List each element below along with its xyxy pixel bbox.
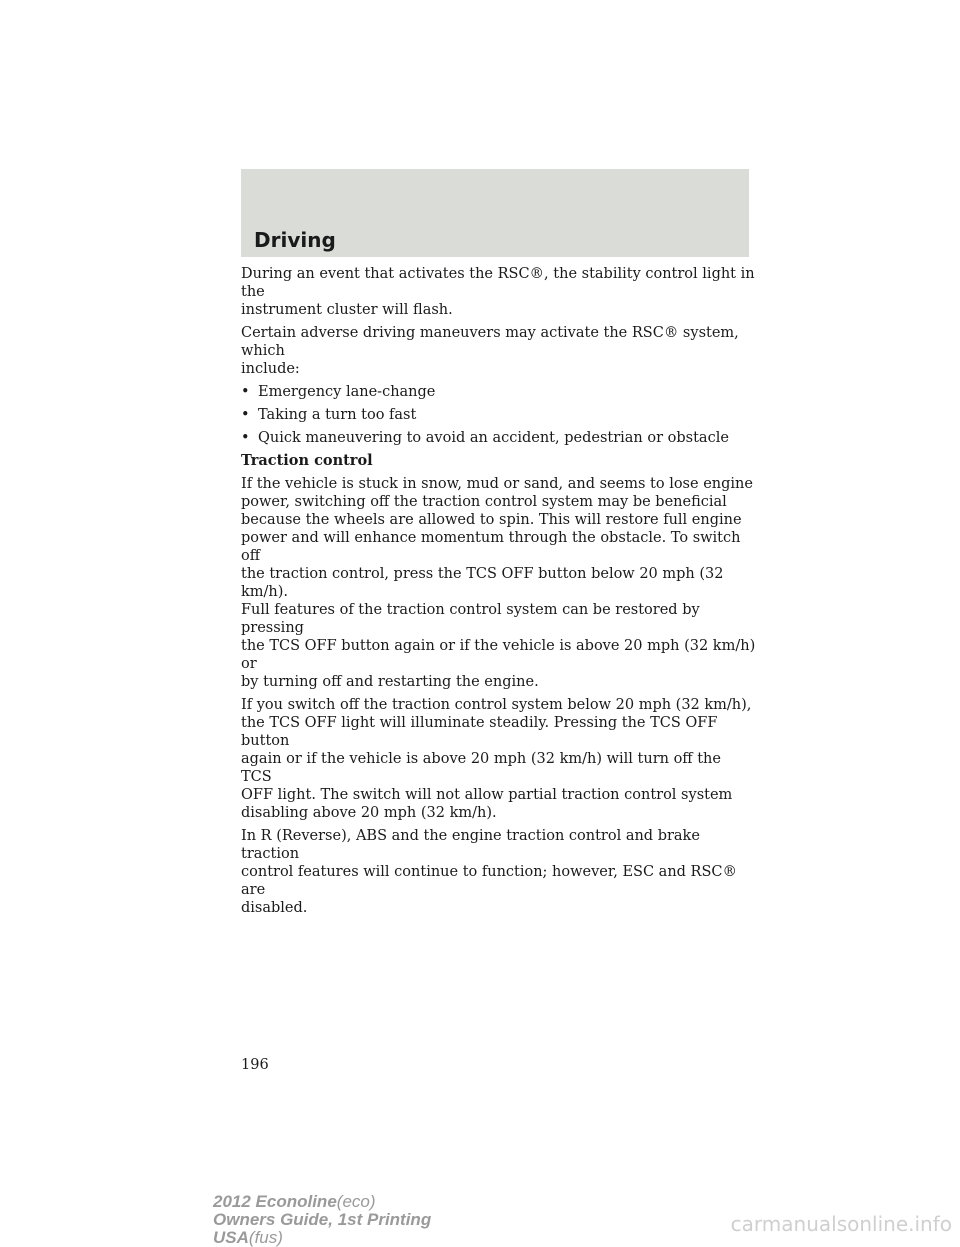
bullet-icon: • [241, 430, 250, 446]
list-item-text: Emergency lane-change [258, 384, 436, 400]
subheading-traction-control: Traction control [241, 452, 373, 469]
section-title: Driving [254, 228, 336, 252]
page-body [241, 265, 756, 922]
footer-model-code: (eco) [336, 1192, 376, 1211]
list-item [241, 429, 756, 447]
document-footer [213, 1193, 431, 1247]
list-item-text: Taking a turn too fast [258, 407, 417, 423]
paragraph-tcs-off-light: If you switch off the traction control system below 20 mph (32 km/h), the TCS OFF light will illuminate steadily. Pressing the TCS OFF button again or if the vehicle is above 20 mph (32 km/h) will turn off the TCS OFF light. The switch will not allow partial traction control system disabling above 20 mph (32 km/h). [241, 697, 752, 821]
footer-edition: Owners Guide, 1st Printing [213, 1210, 432, 1229]
footer-model: 2012 Econoline [213, 1192, 337, 1211]
paragraph-reverse: In R (Reverse), ABS and the engine traction control and brake traction control features will continue to function; however, ESC and RSC® are disabled. [241, 828, 737, 916]
paragraph-rsc-event: During an event that activates the RSC®, the stability control light in the instrument cluster will flash. [241, 266, 755, 318]
bullet-icon: • [241, 407, 250, 423]
footer-market-code: (fus) [248, 1228, 283, 1247]
paragraph-traction-stuck: If the vehicle is stuck in snow, mud or sand, and seems to lose engine power, switching off the traction control system may be beneficial because the wheels are allowed to spin. This will restore full engine power and will enhance momentum through the obstacle. To switch off the traction control, press the TCS OFF button below 20 mph (32 km/h). Full features of the traction control system can be restored by pressing the TCS OFF button again or if the vehicle is above 20 mph (32 km/h) or by turning off and restarting the engine. [241, 476, 756, 690]
list-item [241, 383, 756, 401]
list-item [241, 406, 756, 424]
page-number: 196 [241, 1057, 269, 1073]
footer-market: USA [213, 1228, 249, 1247]
list-item-text: Quick maneuvering to avoid an accident, pedestrian or obstacle [258, 430, 729, 446]
bullet-icon: • [241, 384, 250, 400]
paragraph-rsc-maneuvers: Certain adverse driving maneuvers may activate the RSC® system, which include: [241, 325, 739, 377]
watermark: carmanualsonline.info [730, 1212, 952, 1236]
